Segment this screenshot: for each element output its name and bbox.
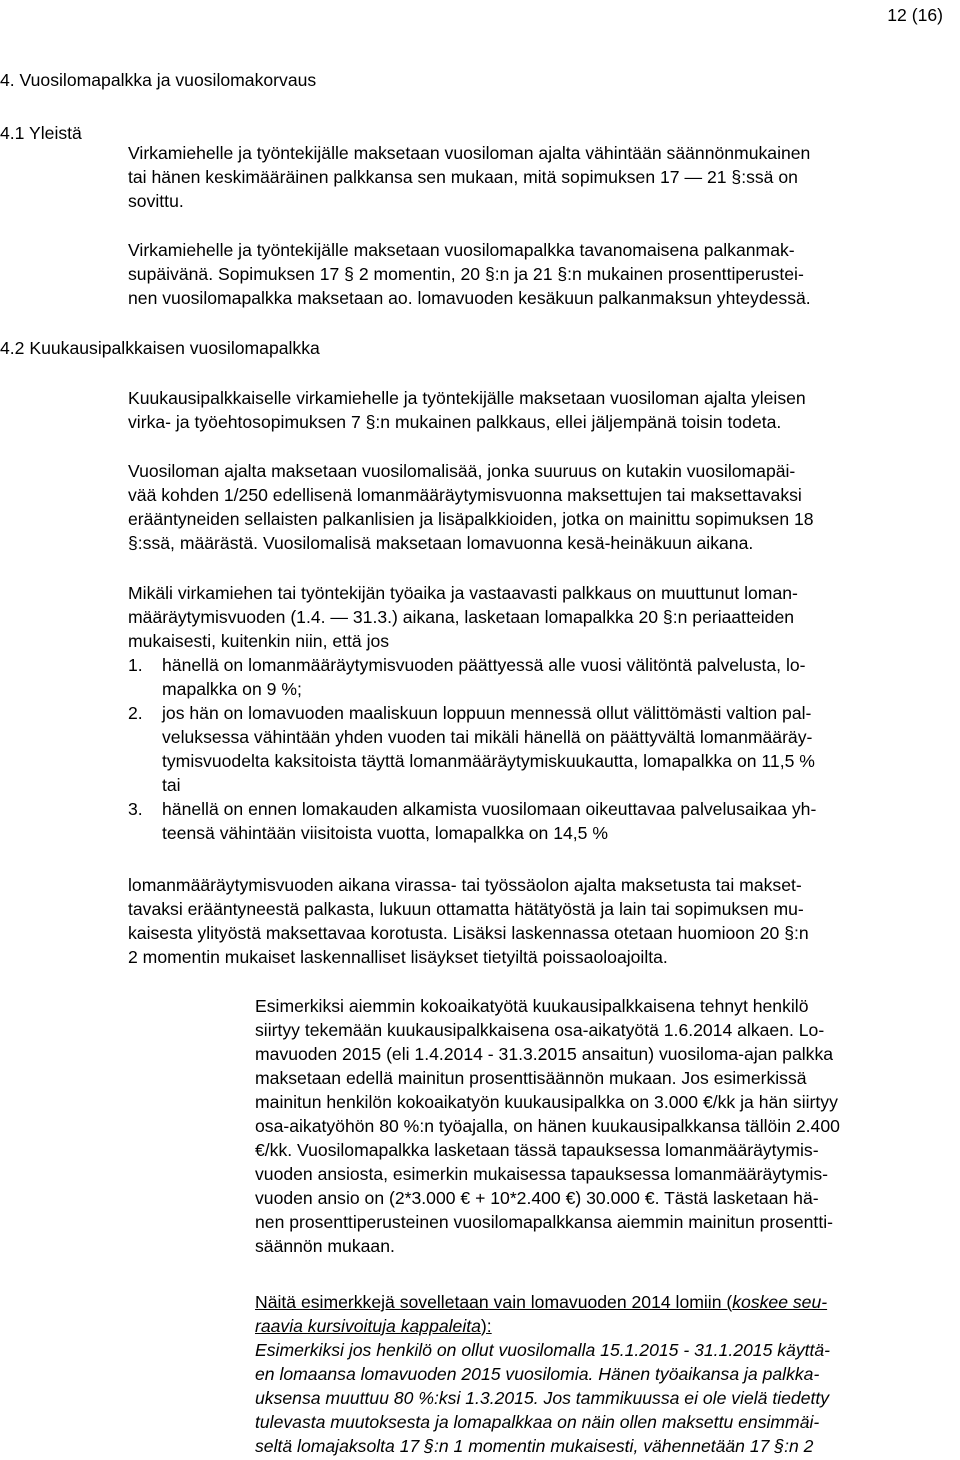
text-line: §:ssä, määrästä. Vuosilomalisä maksetaan lomavuonna kesä-heinäkuun aikana. [128,533,754,553]
text-line: määräytymisvuoden (1.4. — 31.3.) aikana, lasketaan lomapalkka 20 §:n periaatteiden [128,607,795,627]
section-4-1-paragraph-1 [128,141,810,213]
text-line: Kuukausipalkkaiselle virkamiehelle ja työntekijälle maksetaan vuosiloman ajalta yleisen [128,388,806,408]
list-item [128,701,948,797]
section-4-1-paragraph-2 [128,238,811,310]
text-line: Esimerkiksi aiemmin kokoaikatyötä kuukausipalkkaisena tehnyt henkilö [255,996,809,1016]
text-line: Virkamiehelle ja työntekijälle maksetaan vuosiloman ajalta vähintään säännönmukainen [128,143,811,163]
text-line: tai [162,775,181,795]
text-line: lomanmääräytymisvuoden aikana virassa- tai työssäolon ajalta maksetusta tai makset- [128,875,802,895]
text-line: tymisvuodelta kaksitoista täyttä lomanmääräytymiskuukautta, lomapalkka on 11,5 % [162,751,815,771]
section-4-2-paragraph-2 [128,459,814,555]
text-line: €/kk. Vuosilomapalkka lasketaan tässä tapauksessa lomanmääräytymis- [255,1140,819,1160]
text-line: teensä vähintään viisitoista vuotta, lomapalkka on 14,5 % [162,823,608,843]
text-line: mainitun henkilön kokoaikatyön kuukausipalkka on 3.000 €/kk ja hän siirtyy [255,1092,838,1112]
underlined-text: ): [480,1316,492,1336]
text-line: nen prosenttiperusteinen vuosilomapalkkansa aiemmin mainitun prosentti- [255,1212,833,1232]
italic-line: en lomaansa lomavuoden 2015 vuosilomia. Hänen työaikansa ja palkka- [255,1364,820,1384]
text-line: supäivänä. Sopimuksen 17 § 2 momentin, 20 §:n ja 21 §:n mukainen prosenttiperustei- [128,264,804,284]
page-number: 12 (16) [887,5,943,25]
text-line: tai hänen keskimääräinen palkkansa sen mukaan, mitä sopimuksen 17 — 21 §:ssä on [128,167,798,187]
text-line: osa-aikatyöhön 80 %:n työajalla, on hänen kuukausipalkkansa tällöin 2.400 [255,1116,840,1136]
section-4-1-heading: 4.1 Yleistä [0,123,82,143]
text-line: mapalkka on 9 %; [162,679,302,699]
underlined-italic-text: raavia kursivoituja kappaleita [255,1316,481,1336]
text-line: hänellä on lomanmääräytymisvuoden päättyessä alle vuosi välitöntä palvelusta, lo- [162,655,806,675]
text-line: Virkamiehelle ja työntekijälle maksetaan vuosilomapalkka tavanomaisena palkanmak- [128,240,795,260]
list-number: 3. [128,799,143,819]
section-4-2-paragraph-4 [128,873,809,969]
list-item [128,797,948,845]
text-line: tavaksi erääntyneestä palkasta, lukuun ottamatta hätätyöstä ja lain tai sopimuksen mu- [128,899,804,919]
text-line: erääntyneiden sellaisten palkanlisien ja lisäpalkkioiden, jotka on mainittu sopimuksen 18 [128,509,814,529]
italic-line: Esimerkiksi jos henkilö on ollut vuosilomalla 15.1.2015 - 31.1.2015 käyttä- [255,1340,831,1360]
example-paragraph-1 [255,994,840,1258]
text-line: jos hän on lomavuoden maaliskuun loppuun mennessä ollut välittömästi valtion pal- [162,703,812,723]
text-line: vuoden ansiosta, esimerkin mukaisessa tapauksessa lomanmääräytymis- [255,1164,829,1184]
text-line: mavuoden 2015 (eli 1.4.2014 - 31.3.2015 ansaitun) vuosiloma-ajan palkka [255,1044,834,1064]
section-4-2-heading: 4.2 Kuukausipalkkaisen vuosilomapalkka [0,338,320,358]
text-line: vuoden ansio on (2*3.000 € + 10*2.400 €) 30.000 €. Tästä lasketaan hä- [255,1188,819,1208]
example-paragraph-2 [255,1290,830,1458]
text-line: siirtyy tekemään kuukausipalkkaisena osa-aikatyötä 1.6.2014 alkaen. Lo- [255,1020,825,1040]
text-line: Vuosiloman ajalta maksetaan vuosilomalisää, jonka suuruus on kutakin vuosilomapäi- [128,461,796,481]
text-line: säännön mukaan. [255,1236,395,1256]
underlined-italic-text: koskee seu- [732,1292,828,1312]
text-line: virka- ja työehtosopimuksen 7 §:n mukainen palkkaus, ellei jäljempänä toisin todeta. [128,412,782,432]
text-line: kaisesta ylityöstä maksettavaa korotusta. Lisäksi laskennassa otetaan huomioon 20 §:n [128,923,809,943]
list-item [128,653,948,701]
list-number: 2. [128,703,143,723]
section-4-2-paragraph-1 [128,386,806,434]
text-line: maksetaan edellä mainitun prosenttisäännön mukaan. Jos esimerkissä [255,1068,807,1088]
text-line: nen vuosilomapalkka maksetaan ao. lomavuoden kesäkuun palkanmaksun yhteydessä. [128,288,811,308]
text-line: Mikäli virkamiehen tai työntekijän työaika ja vastaavasti palkkaus on muuttunut loman- [128,583,798,603]
text-line: vää kohden 1/250 edellisenä lomanmääräytymisvuonna maksettujen tai maksettavaksi [128,485,802,505]
italic-line: uksensa muuttuu 80 %:ksi 1.3.2015. Jos tammikuussa ei ole vielä tiedetty [255,1388,830,1408]
text-line: sovittu. [128,191,184,211]
text-line: hänellä on ennen lomakauden alkamista vuosilomaan oikeuttavaa palvelusaikaa yh- [162,799,817,819]
underlined-intro-line-1 [255,1290,830,1314]
italic-line: seltä lomajaksolta 17 §:n 1 momentin mukaisesti, vähennetään 17 §:n 2 [255,1436,814,1456]
text-line: mukaisesti, kuitenkin niin, että jos [128,631,390,651]
section-title: 4. Vuosilomapalkka ja vuosilomakorvaus [0,70,317,90]
text-line: veluksessa vähintään yhden vuoden tai mikäli hänellä on päättyvältä lomanmääräy- [162,727,813,747]
underlined-intro-line-2 [255,1314,830,1338]
text-line: 2 momentin mukaiset laskennalliset lisäykset tietyiltä poissaoloajoilta. [128,947,668,967]
underlined-text: Näitä esimerkkejä sovelletaan vain lomavuoden 2014 lomiin ( [255,1292,733,1312]
section-4-2-paragraph-3 [128,581,798,653]
list-number: 1. [128,655,143,675]
italic-line: tulevasta muutoksesta ja lomapalkkaa on näin ollen maksettu ensimmäi- [255,1412,820,1432]
